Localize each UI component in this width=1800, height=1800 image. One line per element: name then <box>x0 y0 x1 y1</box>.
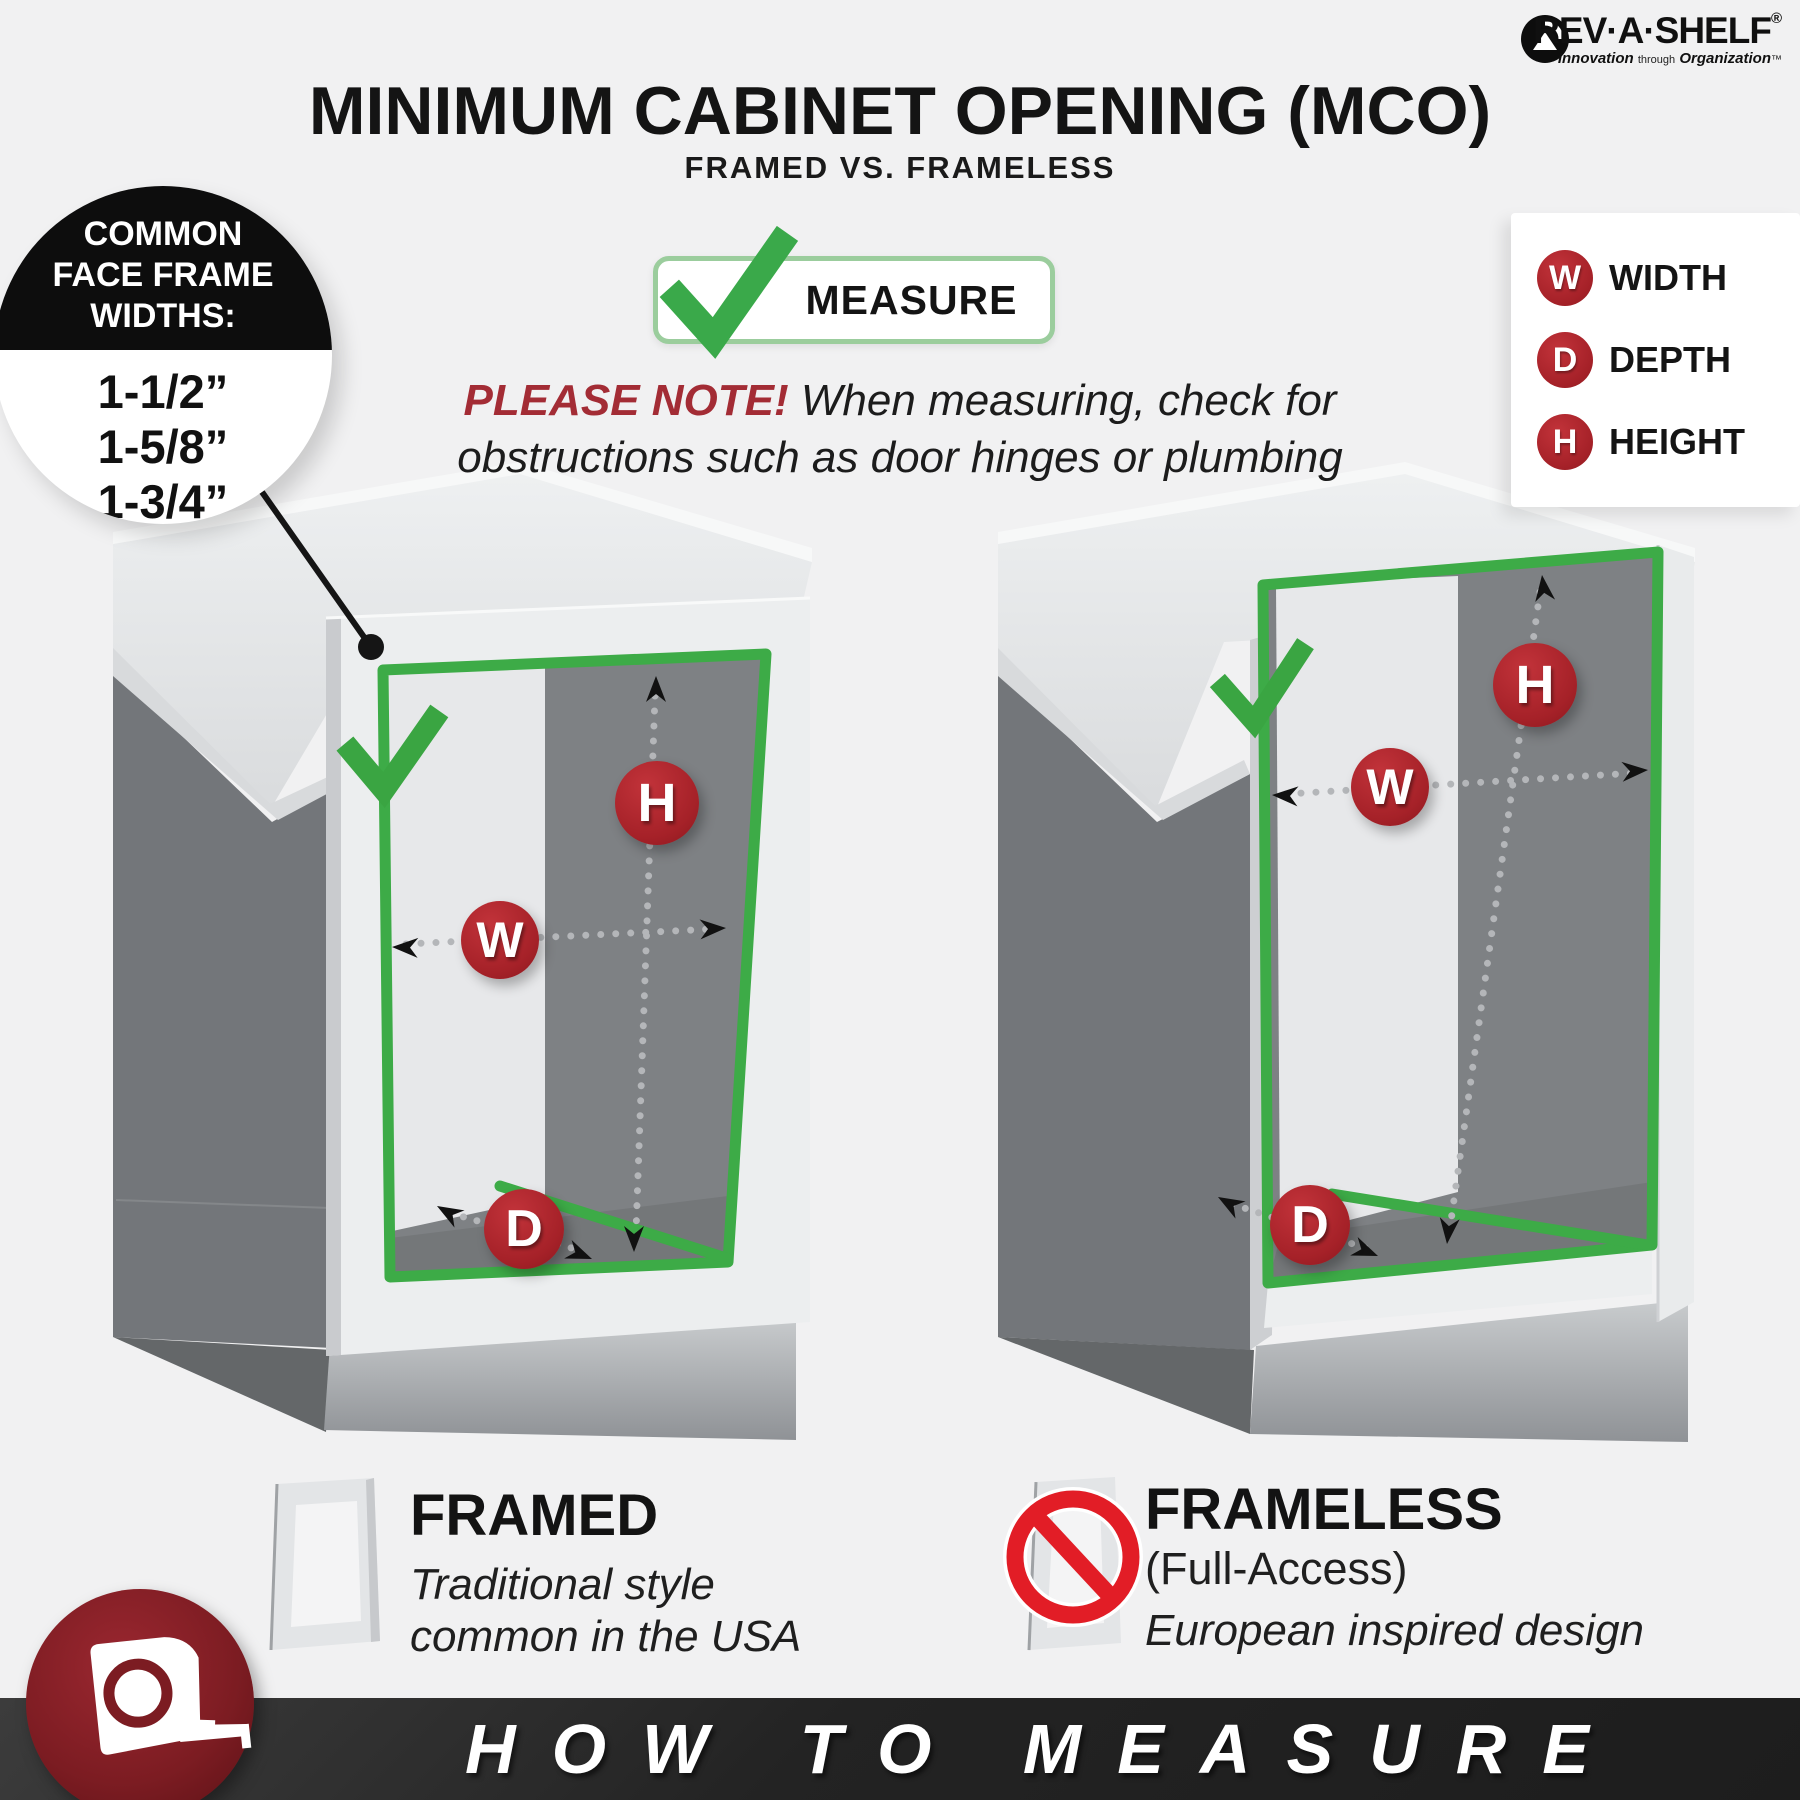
width-value: 1-1/2” <box>97 365 229 418</box>
no-symbol-icon <box>1015 1477 1131 1650</box>
bubble-heading: COMMON FACE FRAME WIDTHS: <box>52 215 274 335</box>
dimension-legend <box>1511 213 1800 507</box>
frameless-desc: European inspired design <box>1145 1606 1645 1655</box>
measure-badge <box>653 256 1055 344</box>
framed-info <box>410 1482 801 1663</box>
legend-row-height: H HEIGHT <box>1537 401 1800 483</box>
height-marker-frameless: H <box>1493 643 1577 727</box>
note-rest: When measuring, check for <box>788 376 1337 425</box>
cabinet-frameless <box>998 462 1695 1442</box>
framed-desc: Traditional style common in the USA <box>410 1560 802 1661</box>
framed-title: FRAMED <box>410 1483 659 1548</box>
brand-tagline: Innovation through Organization™ <box>1557 50 1782 67</box>
width-circle-icon: W <box>1537 250 1593 306</box>
frameless-subtitle: (Full-Access) <box>1145 1543 1408 1594</box>
width-marker-frameless: W <box>1351 748 1429 826</box>
height-circle-icon: H <box>1537 414 1593 470</box>
legend-row-depth: D DEPTH <box>1537 319 1800 401</box>
legend-row-width: W WIDTH <box>1537 237 1800 319</box>
footer-banner <box>0 1698 1800 1800</box>
brand-name: REV·A·SHELF® <box>1533 10 1782 51</box>
brand-logo <box>1473 10 1782 67</box>
width-marker-framed: W <box>461 901 539 979</box>
note-highlight: PLEASE NOTE! <box>463 376 789 425</box>
page-title: MINIMUM CABINET OPENING (MCO) <box>308 73 1492 149</box>
frameless-info <box>1145 1476 1644 1657</box>
width-value: 1-5/8” <box>97 420 229 473</box>
depth-circle-icon: D <box>1537 332 1593 388</box>
page-subtitle: FRAMED VS. FRAMELESS <box>684 150 1116 185</box>
depth-marker-framed: D <box>484 1189 564 1269</box>
footer-banner-text: HOW TO MEASURE <box>465 1710 1625 1788</box>
picture-frame-icon <box>271 1478 380 1650</box>
width-value: 1-3/4” <box>97 475 229 524</box>
height-marker-framed: H <box>615 761 699 845</box>
note-line2: obstructions such as door hinges or plumbing <box>457 433 1343 482</box>
tape-measure-glyph <box>26 1589 254 1800</box>
frameless-title: FRAMELESS <box>1145 1477 1503 1542</box>
depth-marker-frameless: D <box>1270 1185 1350 1265</box>
measure-label: MEASURE <box>805 276 1018 323</box>
